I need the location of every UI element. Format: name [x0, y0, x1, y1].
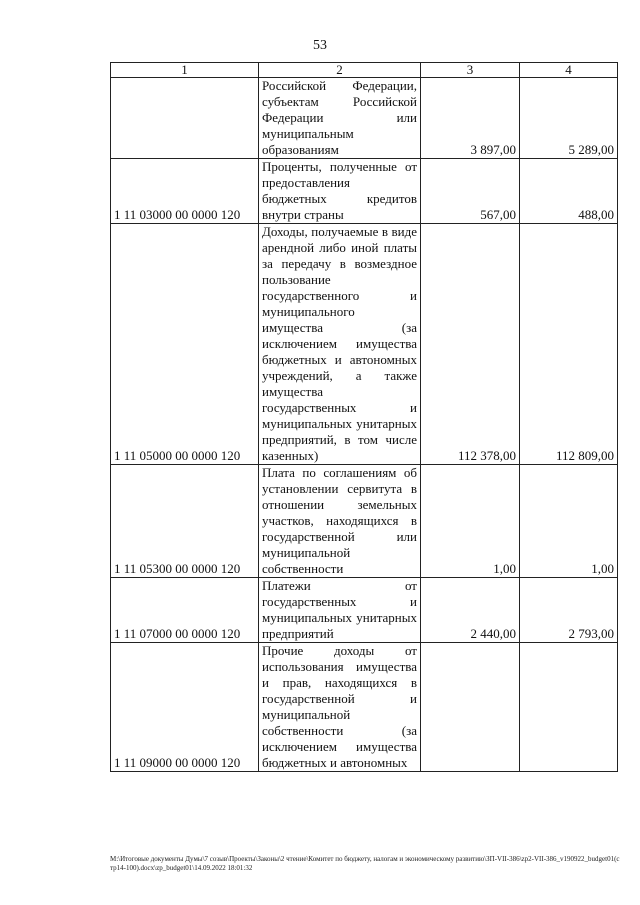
table-row	[111, 159, 618, 224]
value-col-3	[421, 643, 520, 772]
table-row	[111, 78, 618, 159]
income-name: Прочие доходы от использования имущества и прав, находящихся в государственной и муниципальной собственности (за исключением имущества бюджетных и автономных	[259, 643, 421, 772]
column-header-2: 2	[259, 63, 421, 78]
income-code: 1 11 09000 00 0000 120	[111, 643, 259, 772]
column-header-1: 1	[111, 63, 259, 78]
table-row	[111, 224, 618, 465]
value-col-3: 3 897,00	[421, 78, 520, 159]
income-code: 1 11 03000 00 0000 120	[111, 159, 259, 224]
income-code: 1 11 05000 00 0000 120	[111, 224, 259, 465]
value-col-3: 112 378,00	[421, 224, 520, 465]
page-number: 53	[313, 38, 327, 53]
income-name: Проценты, полученные от предоставления бюджетных кредитов внутри страны	[259, 159, 421, 224]
value-col-4: 112 809,00	[520, 224, 618, 465]
income-code: 1 11 05300 00 0000 120	[111, 465, 259, 578]
value-col-3: 567,00	[421, 159, 520, 224]
value-col-4: 1,00	[520, 465, 618, 578]
income-name: Доходы, получаемые в виде арендной либо иной платы за передачу в возмездное пользование государственного и муниципального имущества (за исключением имущества бюджетных и автономных учреждений, а также имущества государственных и муниципальных унитарных предприятий, в том числе казенных)	[259, 224, 421, 465]
table-row	[111, 578, 618, 643]
income-name: Платежи от государственных и муниципальных унитарных предприятий	[259, 578, 421, 643]
income-name: Плата по соглашениям об установлении сервитута в отношении земельных участков, находящихся в государственной или муниципальной собственности	[259, 465, 421, 578]
value-col-4: 2 793,00	[520, 578, 618, 643]
budget-table	[110, 62, 618, 772]
document-path-footer: M:\Итоговые документы Думы\7 созыв\Проекты\Законы\2 чтение\Комитет по бюджету, налогам и экономическому развитию\ЗП-VII-386\zp2-VII-386_v190922_budget01(стр14-100).docx\zp_budget01\14.09.2022 18:01:32	[110, 855, 620, 872]
value-col-4: 488,00	[520, 159, 618, 224]
value-col-4: 5 289,00	[520, 78, 618, 159]
value-col-3: 1,00	[421, 465, 520, 578]
value-col-4	[520, 643, 618, 772]
table-row	[111, 465, 618, 578]
income-name: Российской Федерации, субъектам Российской Федерации или муниципальным образованиям	[259, 78, 421, 159]
value-col-3: 2 440,00	[421, 578, 520, 643]
income-code: 1 11 07000 00 0000 120	[111, 578, 259, 643]
column-header-3: 3	[421, 63, 520, 78]
table-row	[111, 643, 618, 772]
table-header-row	[111, 63, 618, 78]
column-header-4: 4	[520, 63, 618, 78]
income-code	[111, 78, 259, 159]
